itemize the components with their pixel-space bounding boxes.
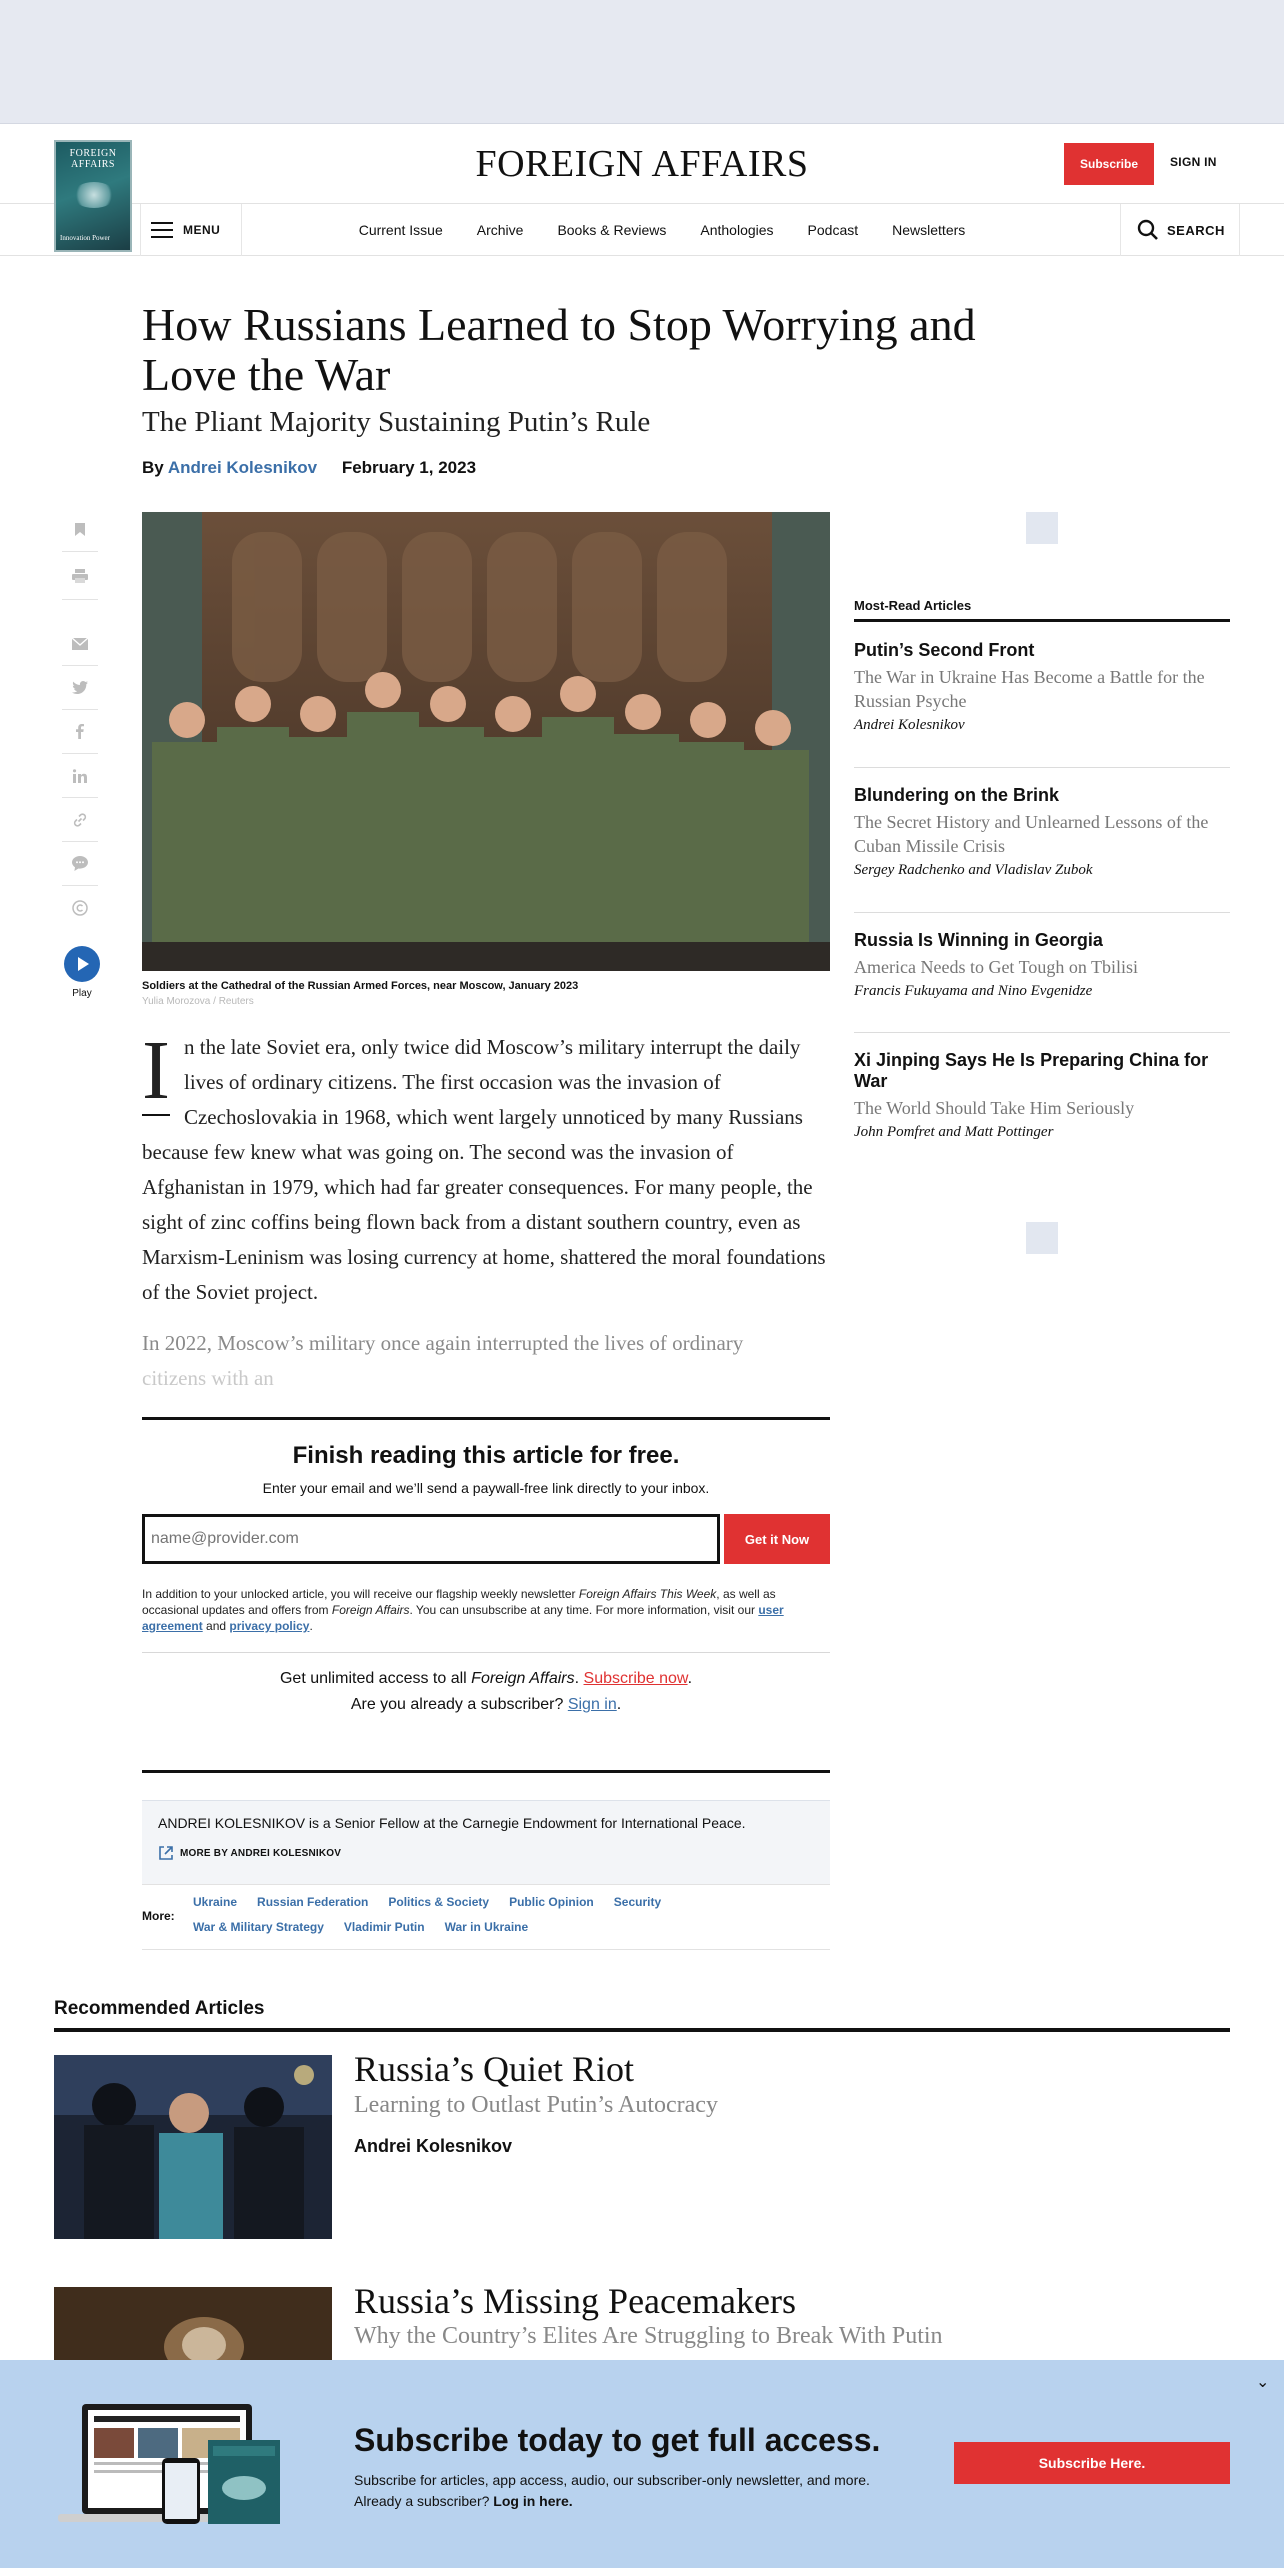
banner-title: Subscribe today to get full access. — [354, 2422, 881, 2458]
sidebar-ad-placeholder — [1026, 512, 1058, 544]
tag-link[interactable]: Vladimir Putin — [343, 1920, 425, 1934]
subscribe-button[interactable]: Subscribe — [1064, 143, 1154, 185]
paragraph-2-faded — [142, 1326, 830, 1396]
paywall-bottom-rule — [142, 1770, 830, 1773]
most-read-author: Sergey Radchenko and Vladislav Zubok — [854, 862, 1093, 878]
most-read-subtitle: The Secret History and Unlearned Lessons of the Cuban Missile Crisis — [854, 812, 1209, 856]
photo-caption: Soldiers at the Cathedral of the Russian Armed Forces, near Moscow, January 2023 — [142, 980, 579, 992]
fine-end: . — [309, 1619, 313, 1633]
most-read-item[interactable] — [854, 785, 1230, 913]
banner-line-1: Subscribe for articles, app access, audio, our subscriber-only newsletter, and more. — [354, 2472, 870, 2488]
more-by-label: MORE BY ANDREI KOLESNIKOV — [180, 1847, 342, 1859]
subscribe-here-button[interactable]: Subscribe Here. — [954, 2442, 1230, 2484]
most-read-title[interactable]: Russia Is Winning in Georgia — [854, 930, 1103, 950]
most-read-item[interactable] — [854, 1050, 1230, 1160]
fine-text-1: In addition to your unlocked article, you will receive our flagship weekly newsletter — [142, 1587, 579, 1601]
article-body — [142, 1024, 830, 1310]
tag-link[interactable]: Politics & Society — [388, 1895, 490, 1909]
tag-row-1 — [193, 1895, 661, 1909]
most-read-title[interactable]: Xi Jinping Says He Is Preparing China for War — [854, 1050, 1209, 1091]
nav-podcast[interactable]: Podcast — [807, 222, 859, 238]
tag-link[interactable]: Russian Federation — [257, 1895, 369, 1909]
soldiers-photo — [142, 512, 830, 971]
devices-illustration — [58, 2400, 288, 2530]
fine-pub-2: Foreign Affairs — [331, 1603, 410, 1617]
paragraph-2-line-2: citizens with an — [142, 1366, 274, 1390]
most-read-rule — [854, 619, 1230, 622]
nav-books-reviews[interactable]: Books & Reviews — [557, 222, 667, 238]
sidebar-ad-placeholder-2 — [1026, 1222, 1058, 1254]
most-read-item[interactable] — [854, 640, 1230, 768]
tags-label: More: — [142, 1909, 175, 1923]
banner-line-2: Already a subscriber? — [354, 2493, 494, 2509]
nav-anthologies[interactable]: Anthologies — [700, 222, 774, 238]
most-read-title[interactable]: Blundering on the Brink — [854, 785, 1059, 805]
banner-text — [354, 2470, 870, 2512]
most-read-item[interactable] — [854, 930, 1230, 1033]
author-bio: ANDREI KOLESNIKOV is a Senior Fellow at the Carnegie Endowment for International Peace. — [158, 1815, 746, 1831]
paywall-fine-print — [142, 1586, 830, 1634]
site-logo[interactable]: FOREIGN AFFAIRS — [475, 143, 809, 185]
copy-link-icon[interactable] — [62, 798, 98, 842]
most-read-subtitle: America Needs to Get Tough on Tbilisi — [854, 957, 1139, 977]
photo-credit: Yulia Morozova / Reuters — [142, 996, 254, 1007]
cover-subtitle: Innovation Power — [60, 234, 110, 242]
paragraph-1: n the late Soviet era, only twice did Moscow’s military interrupt the daily lives of ordinary citizens. The first occasion was the invasion of Czechoslovakia in 1968, which went largely unnoticed by many Russians because few knew what was going on. The second was the invasion of Afghanistan in 1979, which had far greater consequences. For many people, the sight of zinc coffins being flown back from a distant southern country, even as Marxism-Leninism was losing currency at home, shattered the moral foundations of the Soviet project. — [142, 1035, 826, 1304]
author-bio-box — [142, 1800, 830, 1884]
tag-link[interactable]: War in Ukraine — [444, 1920, 529, 1934]
fine-pub-1: Foreign Affairs This Week — [578, 1587, 717, 1601]
fine-text-2: , as well as occasional updates and offers from — [142, 1587, 776, 1617]
most-read-subtitle: The War in Ukraine Has Become a Battle for the Russian Psyche — [854, 667, 1205, 711]
subscribe-now-link[interactable]: Subscribe now — [583, 1670, 688, 1687]
user-agreement-link[interactable]: user agreement — [142, 1603, 784, 1633]
unlimited-period: . — [687, 1670, 693, 1687]
subscribe-banner — [0, 2360, 1284, 2568]
banner-login-link[interactable]: Log in here. — [493, 2493, 573, 2509]
search-label: SEARCH — [1167, 222, 1225, 238]
paywall-title: Finish reading this article for free. — [292, 1442, 680, 1469]
play-audio-button[interactable] — [64, 946, 100, 982]
most-read-author: John Pomfret and Matt Pottinger — [854, 1124, 1054, 1140]
unlimited-text-1: Get unlimited access to all — [279, 1670, 472, 1687]
unlimited-text-2: . — [574, 1670, 584, 1687]
topic-tags — [142, 1884, 830, 1950]
play-label: Play — [72, 988, 92, 999]
signin-period: . — [616, 1696, 622, 1713]
cover-art — [72, 182, 116, 208]
facebook-icon[interactable] — [62, 710, 98, 754]
most-read-title[interactable]: Putin’s Second Front — [854, 640, 1035, 660]
recommended-subtitle-2: Why the Country’s Elites Are Struggling to Break With Putin — [354, 2323, 943, 2349]
tag-link[interactable]: Ukraine — [193, 1895, 238, 1909]
main-nav — [0, 204, 1284, 256]
external-link-icon — [158, 1845, 174, 1861]
nav-newsletters[interactable]: Newsletters — [892, 222, 966, 238]
search-button[interactable] — [1120, 204, 1240, 256]
recommended-image-2[interactable] — [54, 2287, 332, 2360]
hamburger-icon — [151, 222, 173, 238]
hero-photo — [142, 512, 830, 971]
most-read-author: Francis Fukuyama and Nino Evgenidze — [854, 983, 1093, 999]
most-read-subtitle: The World Should Take Him Seriously — [854, 1098, 1135, 1118]
unlimited-pub: Foreign Affairs — [471, 1670, 575, 1687]
recommended-subtitle-1: Learning to Outlast Putin’s Autocracy — [354, 2092, 718, 2118]
privacy-policy-link[interactable]: privacy policy — [229, 1619, 310, 1633]
recommended-rule — [54, 2028, 1230, 2032]
nav-archive[interactable]: Archive — [476, 222, 524, 238]
byline-author-link[interactable]: Andrei Kolesnikov — [167, 458, 318, 477]
tag-link[interactable]: Public Opinion — [509, 1895, 594, 1909]
tag-link[interactable]: War & Military Strategy — [193, 1920, 324, 1934]
tag-link[interactable]: Security — [613, 1895, 662, 1909]
already-subscriber-text: Are you already a subscriber? — [350, 1696, 568, 1713]
article-headline: How Russians Learned to Stop Worrying and Love the War — [142, 299, 976, 400]
nav-current-issue[interactable]: Current Issue — [358, 222, 443, 238]
more-by-author-link[interactable] — [158, 1845, 814, 1861]
recommended-image-1[interactable] — [54, 2055, 332, 2239]
get-it-now-button[interactable]: Get it Now — [724, 1514, 830, 1564]
recommended-title-2[interactable]: Russia’s Missing Peacemakers — [354, 2281, 796, 2321]
copyright-icon[interactable] — [62, 886, 98, 930]
recommended-author-1: Andrei Kolesnikov — [354, 2136, 513, 2156]
chevron-down-icon[interactable]: ⌄ — [1256, 2374, 1270, 2391]
recommended-title-1[interactable]: Russia’s Quiet Riot — [354, 2049, 635, 2089]
tag-row-2 — [193, 1920, 528, 1934]
top-ad-placeholder — [0, 0, 1284, 124]
byline — [142, 458, 476, 478]
byline-by: By — [142, 458, 164, 477]
paywall-sign-in-link[interactable]: Sign in — [567, 1696, 617, 1713]
print-icon[interactable] — [62, 552, 98, 600]
share-rail — [62, 508, 102, 999]
unlimited-access-text — [142, 1666, 830, 1718]
publish-date: February 1, 2023 — [341, 458, 477, 477]
most-read-author: Andrei Kolesnikov — [854, 717, 965, 733]
cover-title: FOREIGN AFFAIRS — [69, 148, 117, 170]
fine-and: and — [202, 1619, 230, 1633]
paragraph-2-line-1: In 2022, Moscow’s military once again interrupted the lives of ordinary — [142, 1331, 744, 1355]
recommended-label: Recommended Articles — [54, 1998, 265, 2019]
paywall-top-rule — [142, 1417, 830, 1420]
drop-cap: I — [142, 1024, 170, 1117]
sign-in-link[interactable]: SIGN IN — [1170, 155, 1217, 169]
twitter-icon[interactable] — [62, 666, 98, 710]
current-issue-cover[interactable] — [54, 140, 132, 252]
search-icon — [1137, 219, 1159, 241]
most-read-label: Most-Read Articles — [854, 598, 972, 613]
menu-label: MENU — [183, 223, 221, 237]
paywall-subtitle: Enter your email and we’ll send a paywall-free link directly to your inbox. — [262, 1480, 710, 1496]
comment-icon[interactable] — [62, 842, 98, 886]
linkedin-icon[interactable] — [62, 754, 98, 798]
fine-text-3: . You can unsubscribe at any time. For more information, visit our — [409, 1603, 759, 1617]
bookmark-icon[interactable] — [62, 508, 98, 552]
paywall-divider — [142, 1652, 830, 1653]
article-dek: The Pliant Majority Sustaining Putin’s Rule — [142, 406, 651, 438]
email-field[interactable] — [142, 1514, 720, 1564]
menu-button[interactable] — [140, 204, 242, 256]
email-icon[interactable] — [62, 622, 98, 666]
